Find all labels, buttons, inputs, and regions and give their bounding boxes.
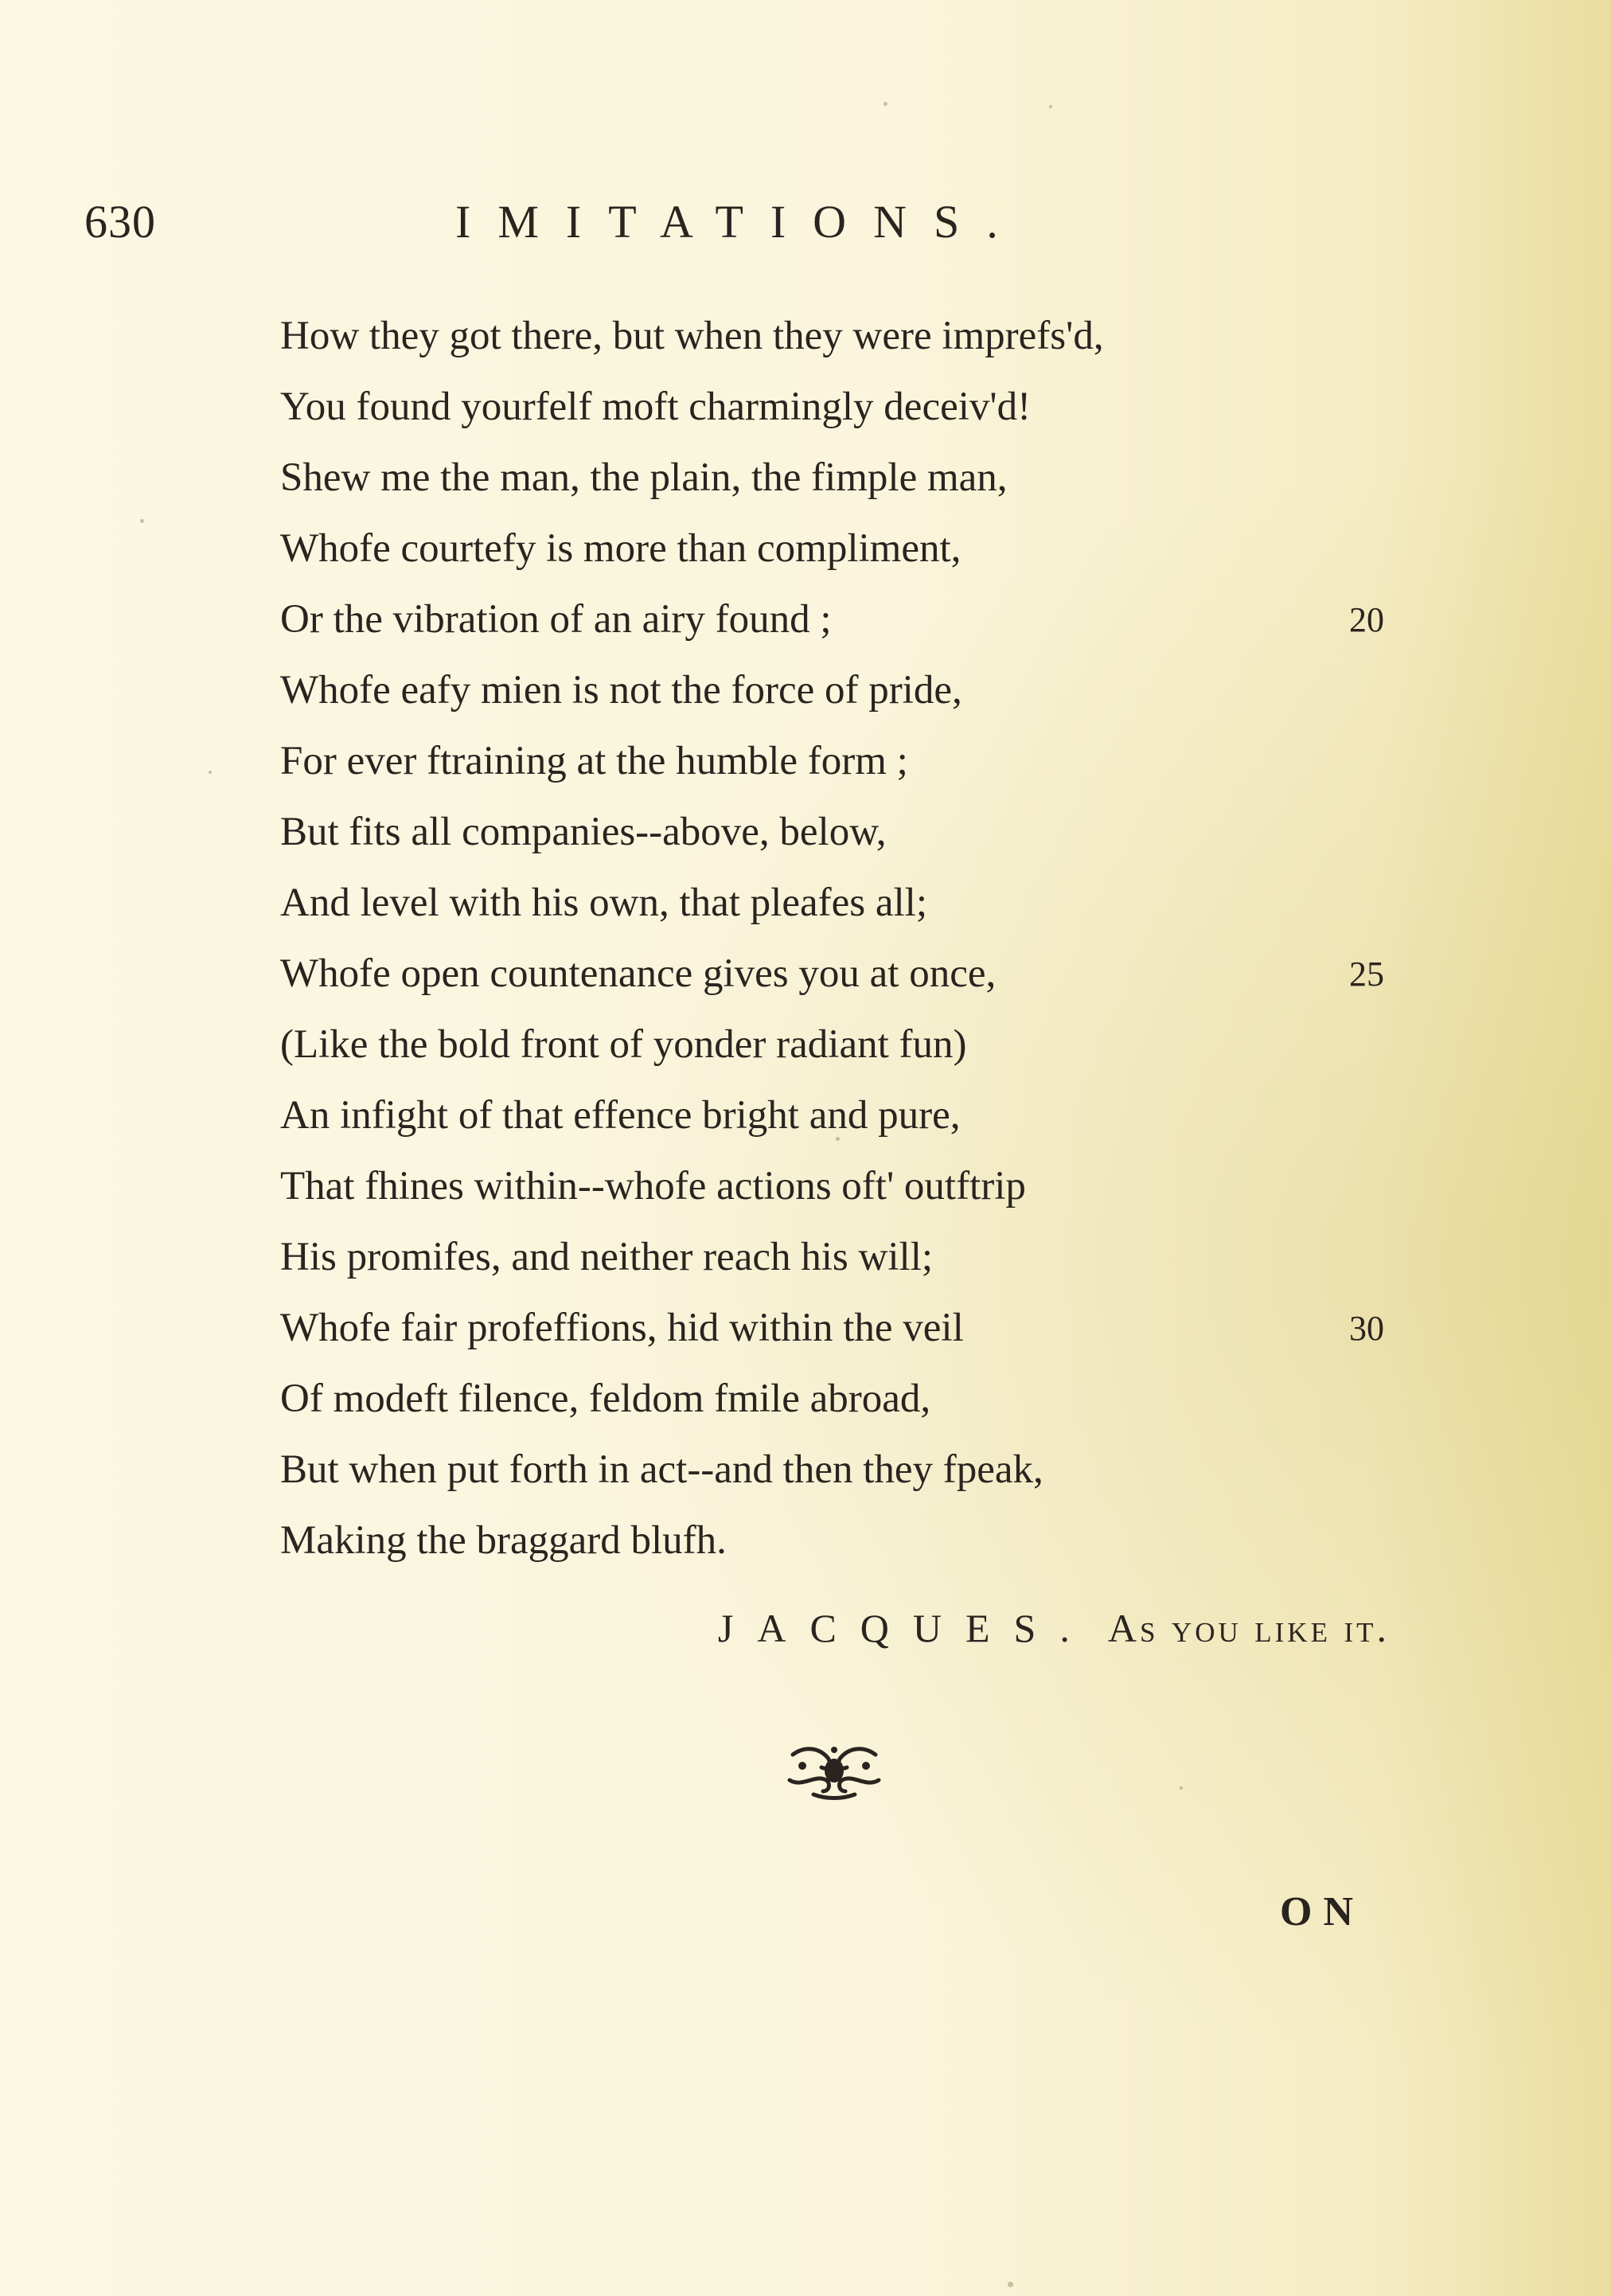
poem-line: [280, 797, 1410, 868]
poem-line: [280, 655, 1410, 726]
poem-line-text: An infight of that effence bright and pure,: [280, 1093, 961, 1138]
poem-line-text: Shew me the man, the plain, the fimple man,: [280, 455, 1008, 500]
poem-line-text: His promifes, and neither reach his will;: [280, 1235, 934, 1279]
poem-line: [280, 1293, 1410, 1364]
line-number: 25: [1349, 955, 1384, 994]
attribution-play: As you like it.: [1107, 1606, 1390, 1650]
paper-speck: [140, 519, 144, 523]
poem-line-text: Whofe open countenance gives you at once,: [280, 951, 997, 996]
poem-line: [280, 513, 1410, 584]
poem-line: [280, 1080, 1410, 1151]
poem-line: [280, 1435, 1410, 1505]
poem-text: [280, 301, 1410, 1576]
attribution-speaker: JACQUES.: [717, 1606, 1094, 1650]
poem-line: [280, 1222, 1410, 1293]
poem-line-text: Making the braggard blufh.: [280, 1518, 727, 1563]
catchword: ON: [1280, 1889, 1364, 1935]
poem-line: [280, 443, 1410, 513]
poem-line-text: Whofe fair profeffions, hid within the veil: [280, 1306, 964, 1350]
poem-line-text: How they got there, but when they were imprefs'd,: [280, 314, 1104, 358]
paper-speck: [1008, 2282, 1013, 2287]
poem-line-text: Of modeft filence, feldom fmile abroad,: [280, 1376, 931, 1421]
paper-speck: [1180, 1786, 1183, 1790]
paper-speck: [1049, 105, 1052, 108]
poem-line-text: Whofe eafy mien is not the force of pride,: [280, 668, 962, 713]
poem-line: [280, 939, 1410, 1009]
poem-line: [280, 372, 1410, 443]
attribution: [718, 1608, 1390, 1648]
poem-line: [280, 584, 1410, 655]
line-number: 20: [1349, 600, 1384, 639]
paper-speck: [209, 771, 212, 774]
poem-line: [280, 868, 1410, 939]
paper-speck: [884, 102, 887, 106]
poem-line-text: And level with his own, that pleafes all;: [280, 881, 927, 925]
poem-line-text: Whofe courtefy is more than compliment,: [280, 526, 962, 571]
poem-line-text: Or the vibration of an airy found ;: [280, 597, 832, 642]
poem-line-text: For ever ftraining at the humble form ;: [280, 739, 908, 783]
poem-line-text: But fits all companies--above, below,: [280, 810, 887, 854]
poem-line: [280, 301, 1410, 372]
poem-line: [280, 1364, 1410, 1435]
poem-line-text: (Like the bold front of yonder radiant fun): [280, 1022, 967, 1067]
poem-line: [280, 1009, 1410, 1080]
printers-ornament-icon: [782, 1742, 887, 1801]
poem-line: [280, 1151, 1410, 1222]
paper-speck: [836, 1137, 840, 1141]
line-number: 30: [1349, 1309, 1384, 1348]
page-number: 630: [84, 196, 156, 248]
poem-line: [280, 1505, 1410, 1576]
poem-line: [280, 726, 1410, 797]
poem-line-text: But when put forth in act--and then they fpeak,: [280, 1447, 1043, 1492]
poem-line-text: You found yourfelf moft charmingly deceiv'd!: [280, 385, 1032, 429]
poem-line-text: That fhines within--whofe actions oft' outftrip: [280, 1164, 1026, 1209]
running-head: IMITATIONS.: [455, 196, 1025, 248]
